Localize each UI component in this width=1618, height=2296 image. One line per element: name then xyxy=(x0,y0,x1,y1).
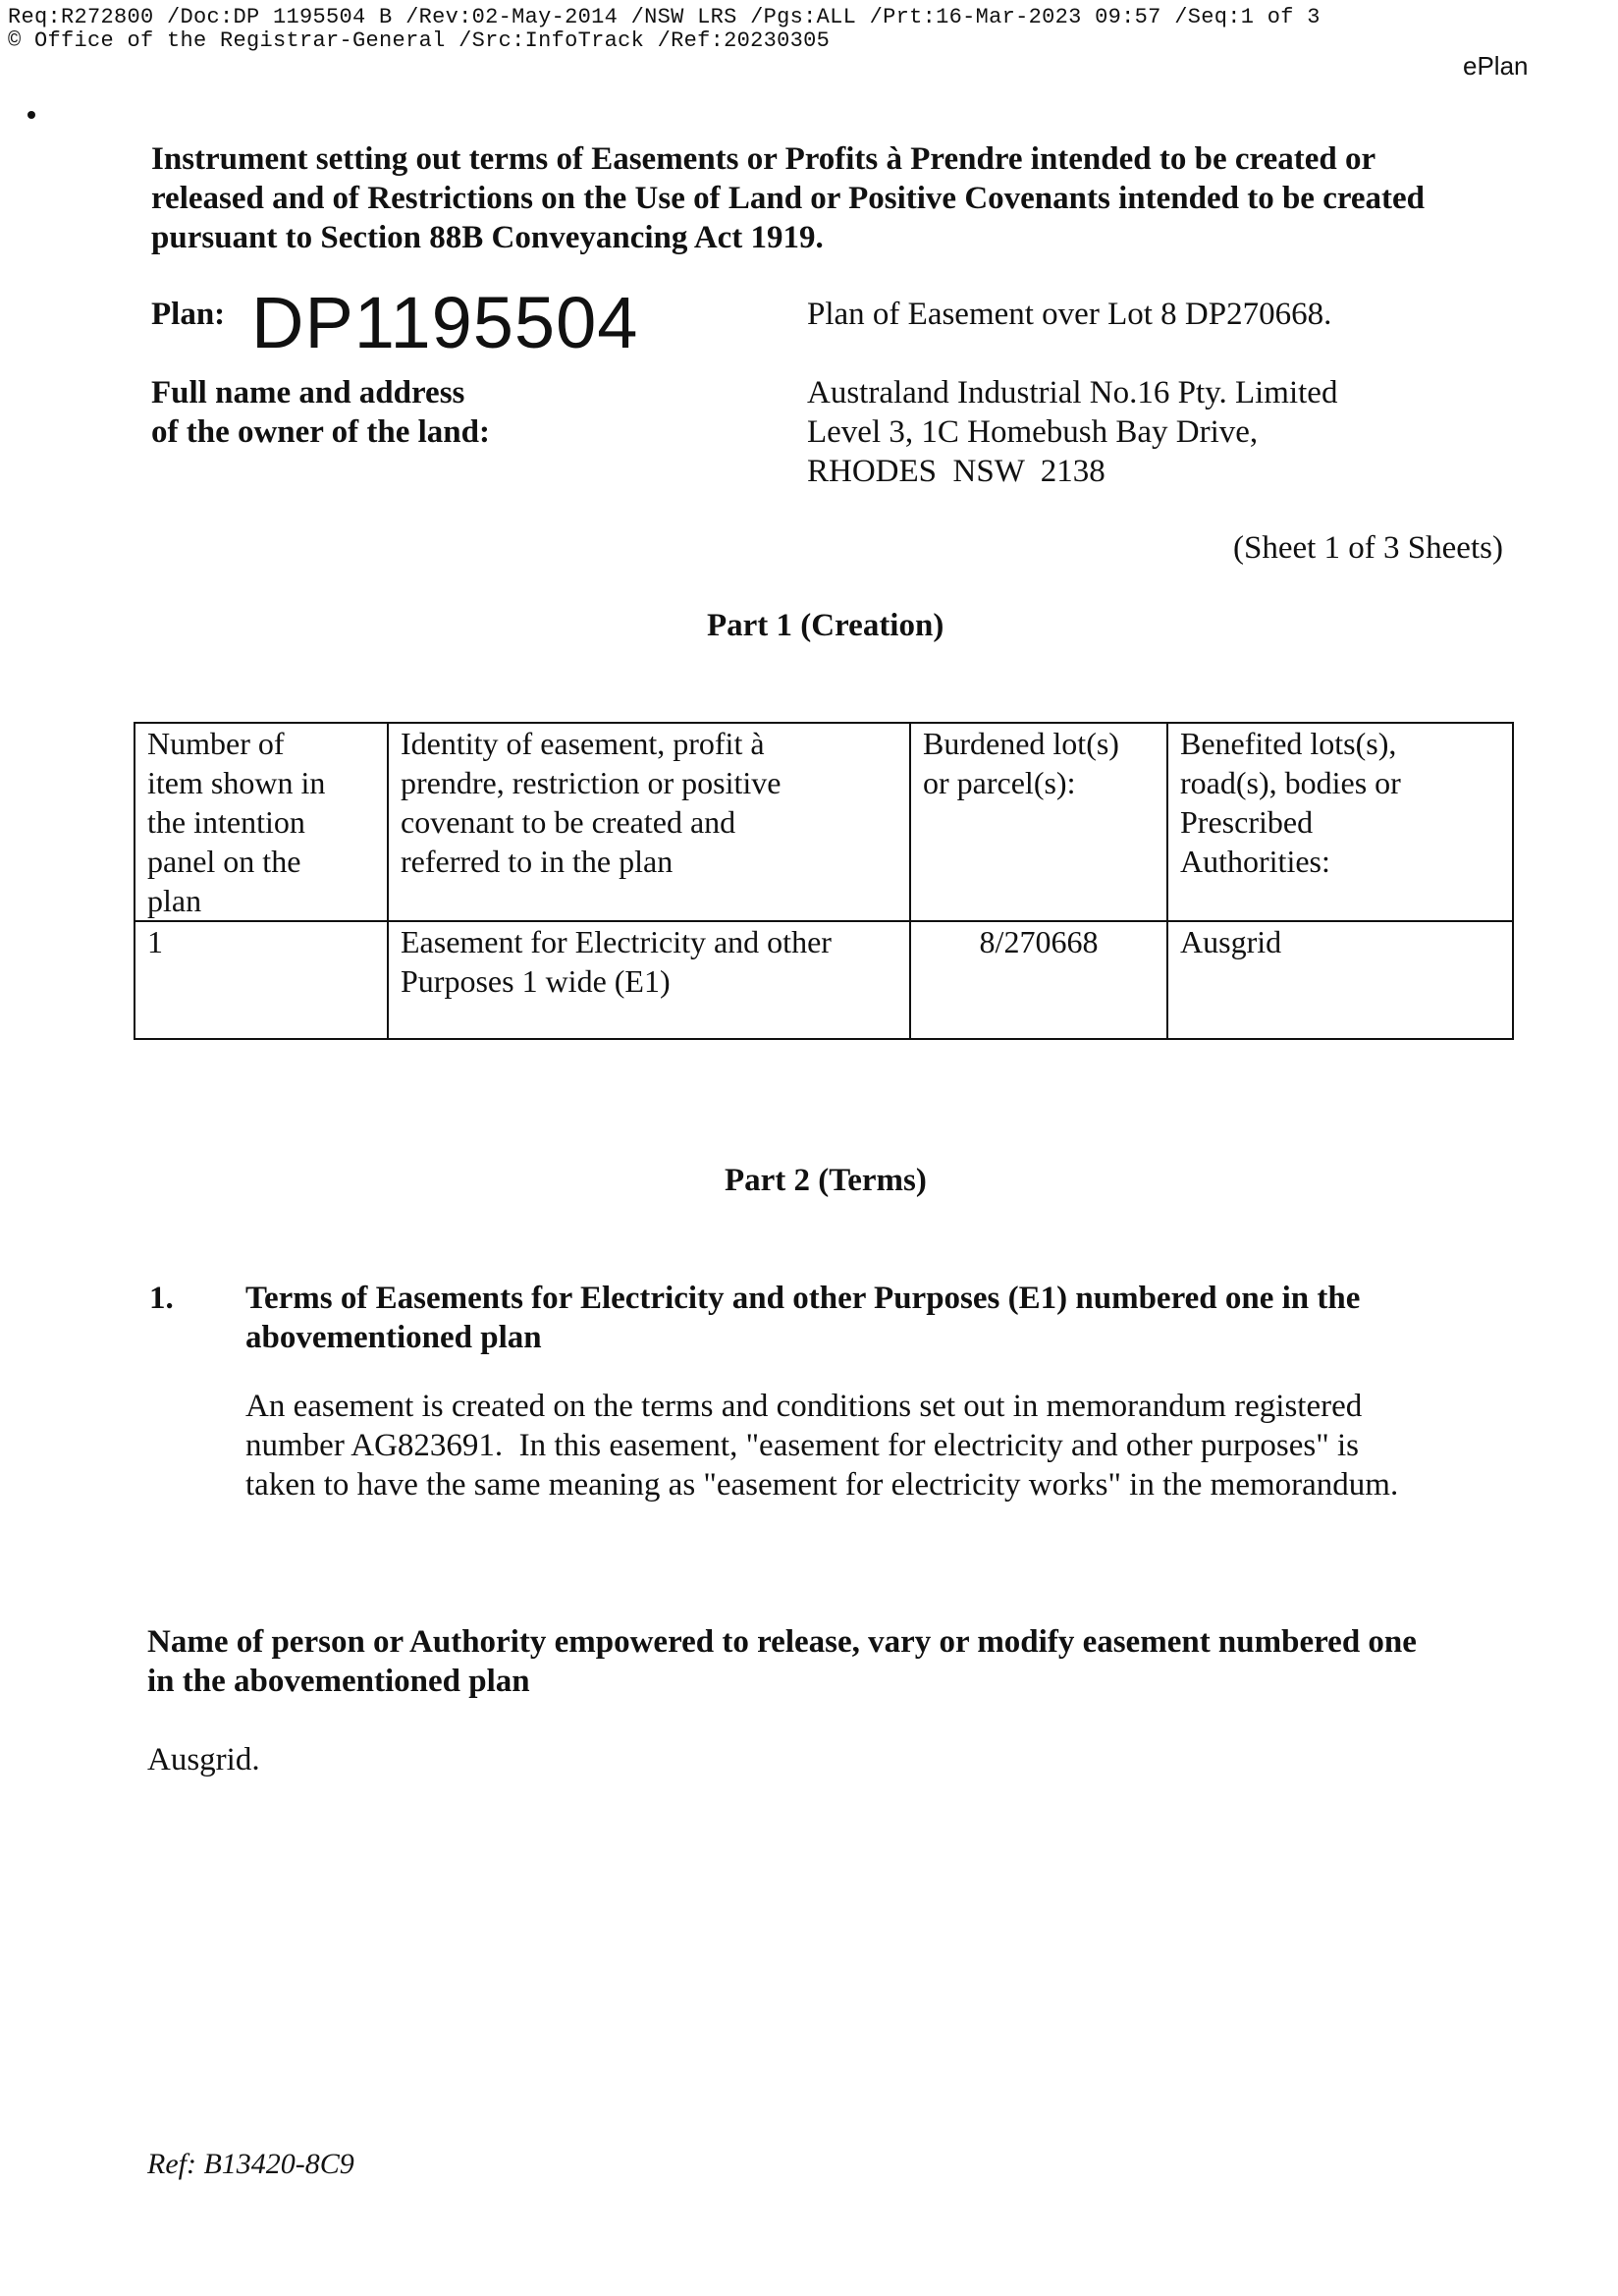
sheet-indicator: (Sheet 1 of 3 Sheets) xyxy=(1233,530,1503,566)
cell-item: 1 xyxy=(135,921,388,1039)
cell-benefited: Ausgrid xyxy=(1167,921,1513,1039)
authority-name: Ausgrid. xyxy=(147,1742,260,1777)
column-header-identity: Identity of easement, profit à prendre, restriction or positive covenant to be created and referred to in the plan xyxy=(388,723,910,921)
term-heading xyxy=(245,1279,1502,1357)
bullet-mark xyxy=(27,111,35,119)
cell-burdened: 8/270668 xyxy=(910,921,1167,1039)
title-line-3: pursuant to Section 88B Conveyancing Act 1919. xyxy=(151,220,824,255)
owner-label-line-2: of the owner of the land: xyxy=(151,414,490,450)
column-header-benefited: Benefited lots(s), road(s), bodies or Prescribed Authorities: xyxy=(1167,723,1513,921)
plan-label: Plan: xyxy=(151,297,226,332)
term-item-number: 1. xyxy=(149,1281,174,1316)
plan-description: Plan of Easement over Lot 8 DP270668. xyxy=(807,297,1332,332)
column-header-item: Number of item shown in the intention panel on the plan xyxy=(135,723,388,921)
owner-address-line-1: Level 3, 1C Homebush Bay Drive, xyxy=(807,414,1259,450)
table-row xyxy=(135,921,1513,1039)
header-line-1: Req:R272800 /Doc:DP 1195504 B /Rev:02-May-2014 /NSW LRS /Pgs:ALL /Prt:16-Mar-2023 09:57 /Seq:1 of 3 xyxy=(8,5,1321,29)
part2-heading: Part 2 (Terms) xyxy=(725,1163,927,1198)
term-heading-line-1: Terms of Easements for Electricity and other Purposes (E1) numbered one in the xyxy=(245,1281,1361,1316)
title-line-2: released and of Restrictions on the Use of Land or Positive Covenants intended to be created xyxy=(151,181,1426,216)
term-body xyxy=(245,1387,1522,1504)
owner-details xyxy=(807,373,1337,491)
authority-heading-line-2: in the abovementioned plan xyxy=(147,1664,530,1699)
term-heading-line-2: abovementioned plan xyxy=(245,1320,542,1355)
instrument-title xyxy=(151,139,1526,257)
header-line-2: © Office of the Registrar-General /Src:InfoTrack /Ref:20230305 xyxy=(8,28,831,53)
creation-table xyxy=(134,722,1514,1040)
part1-heading: Part 1 (Creation) xyxy=(707,608,944,643)
column-header-burdened: Burdened lot(s) or parcel(s): xyxy=(910,723,1167,921)
term-body-line-2: number AG823691. In this easement, "easement for electricity and other purposes" is xyxy=(245,1428,1359,1463)
title-line-1: Instrument setting out terms of Easements or Profits à Prendre intended to be created or xyxy=(151,141,1376,177)
eplan-label: ePlan xyxy=(1463,51,1529,81)
cell-identity: Easement for Electricity and other Purposes 1 wide (E1) xyxy=(388,921,910,1039)
owner-name: Australand Industrial No.16 Pty. Limited xyxy=(807,375,1338,410)
authority-heading xyxy=(147,1622,1522,1701)
owner-label-line-1: Full name and address xyxy=(151,375,465,410)
term-body-line-3: taken to have the same meaning as "easement for electricity works" in the memorandum. xyxy=(245,1467,1399,1503)
term-body-line-1: An easement is created on the terms and conditions set out in memorandum registered xyxy=(245,1389,1363,1424)
owner-label xyxy=(151,373,490,452)
plan-number: DP1195504 xyxy=(251,282,639,363)
authority-heading-line-1: Name of person or Authority empowered to release, vary or modify easement numbered one xyxy=(147,1624,1417,1660)
reference-note: Ref: B13420-8C9 xyxy=(147,2148,354,2180)
table-header-row xyxy=(135,723,1513,921)
owner-address-line-2: RHODES NSW 2138 xyxy=(807,454,1106,489)
